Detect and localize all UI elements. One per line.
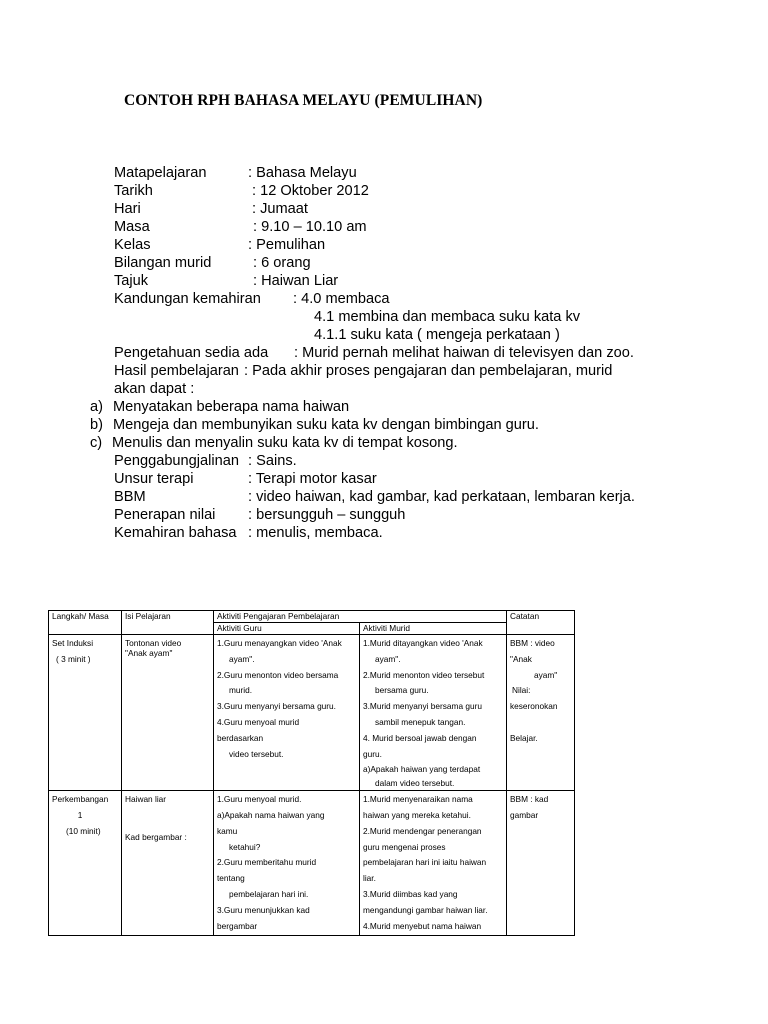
table-header-row: [49, 611, 575, 623]
objective-marker: b): [90, 417, 103, 433]
cell-text: Tontonan video: [125, 638, 182, 648]
cell-text: Set Induksi: [52, 638, 94, 648]
cell-text: a)Apakah nama haiwan yang: [217, 809, 325, 820]
info-label: Hasil pembelajaran: [114, 363, 239, 379]
cell-text: kamu: [217, 825, 238, 836]
cell-text: liar.: [363, 873, 376, 884]
info-value: : video haiwan, kad gambar, kad perkataan, lembaran kerja.: [248, 489, 635, 505]
cell-langkah: [49, 635, 122, 791]
cell-guru: [214, 635, 360, 791]
cell-text: 4.Murid menyebut nama haiwan: [363, 920, 482, 931]
info-value: : Pada akhir proses pengajaran dan pembelajaran, murid: [244, 363, 613, 379]
cell-catatan: [507, 635, 575, 791]
cell-text: 2.Guru memberitahu murid: [217, 857, 317, 868]
cell-text: 3.Murid menyanyi bersama guru: [363, 701, 482, 712]
cell-text: sambil menepuk tangan.: [375, 716, 466, 727]
objective-text: Menulis dan menyalin suku kata kv di tempat kosong.: [112, 435, 458, 451]
cell-text: ( 3 minit ): [56, 653, 91, 664]
info-value: : menulis, membaca.: [248, 525, 383, 541]
cell-text: ayam".: [375, 653, 401, 664]
cell-text: [510, 715, 571, 731]
info-label: Unsur terapi: [114, 471, 194, 487]
header-catatan: Catatan: [507, 611, 575, 635]
objective-text: Mengeja dan membunyikan suku kata kv dengan bimbingan guru.: [113, 417, 539, 433]
cell-text: BBM : kad: [510, 794, 549, 805]
document-title: CONTOH RPH BAHASA MELAYU (PEMULIHAN): [124, 92, 483, 109]
info-label: Hari: [114, 201, 141, 217]
info-value: : 6 orang: [253, 255, 311, 271]
info-kandungan-sub: 4.1 membina dan membaca suku kata kv: [314, 309, 581, 325]
objective-marker: a): [90, 399, 103, 415]
objective-text: Menyatakan beberapa nama haiwan: [113, 399, 350, 415]
table-row: [49, 791, 575, 936]
cell-text: 3.Guru menunjukkan kad: [217, 904, 310, 915]
info-label: Tajuk: [114, 273, 149, 289]
cell-text: 1.Murid ditayangkan video 'Anak: [363, 638, 483, 648]
info-label: Tarikh: [114, 183, 153, 199]
cell-text: pembelajaran hari ini iaitu haiwan: [363, 857, 487, 868]
header-langkah: Langkah/ Masa: [49, 611, 122, 635]
cell-text: 1.Guru menayangkan video 'Anak: [217, 638, 342, 648]
header-aktiviti-murid: Aktiviti Murid: [360, 623, 507, 635]
info-value: : 9.10 – 10.10 am: [253, 219, 367, 235]
info-label: Masa: [114, 219, 150, 235]
info-kandungan-sub: 4.1.1 suku kata ( mengeja perkataan ): [314, 327, 560, 343]
cell-text: gambar: [510, 809, 539, 820]
cell-text: ketahui?: [229, 841, 261, 852]
info-value: : Murid pernah melihat haiwan di televisyen dan zoo.: [294, 345, 634, 361]
cell-text: Haiwan liar: [125, 794, 167, 805]
info-value: : bersungguh – sungguh: [248, 507, 406, 523]
header-isi: Isi Pelajaran: [122, 611, 214, 635]
cell-text: guru.: [363, 748, 382, 759]
cell-text: 2.Guru menonton video bersama: [217, 669, 339, 680]
cell-isi: [122, 635, 214, 791]
cell-text: bersama guru.: [375, 685, 429, 696]
info-hasil-cont: akan dapat :: [114, 381, 195, 397]
cell-langkah: [49, 791, 122, 936]
cell-text: a)Apakah haiwan yang terdapat: [363, 764, 481, 775]
cell-text: 4.Guru menyoal murid: [217, 716, 300, 727]
cell-catatan: [507, 791, 575, 936]
cell-text: [125, 808, 210, 830]
cell-text: pembelajaran hari ini.: [229, 888, 309, 899]
cell-text: BBM : video: [510, 638, 555, 648]
header-aktiviti: Aktiviti Pengajaran Pembelajaran: [214, 611, 507, 623]
cell-text: berdasarkan: [217, 732, 264, 743]
info-label: Penerapan nilai: [114, 507, 216, 523]
info-value: : Terapi motor kasar: [248, 471, 377, 487]
cell-text: video tersebut.: [229, 748, 284, 759]
info-label: Pengetahuan sedia ada: [114, 345, 269, 361]
info-value: : Haiwan Liar: [253, 273, 339, 289]
cell-text: tentang: [217, 873, 245, 884]
cell-text: 2.Murid menonton video tersebut: [363, 669, 485, 680]
info-value: : Jumaat: [252, 201, 308, 217]
cell-text: Perkembangan: [52, 794, 109, 805]
cell-text: Nilai:: [512, 685, 531, 696]
info-label: Kelas: [114, 237, 151, 253]
cell-text: dalam video tersebut.: [375, 778, 455, 789]
cell-text: ayam".: [229, 653, 255, 664]
table-row: [49, 635, 575, 791]
cell-text: (10 minit): [66, 825, 101, 836]
cell-text: "Anak ayam": [125, 648, 173, 658]
info-label: BBM: [114, 489, 146, 505]
info-value: : 12 Oktober 2012: [252, 183, 369, 199]
info-value: : Pemulihan: [248, 237, 326, 253]
cell-text: Kad bergambar :: [125, 831, 187, 842]
info-value: : Bahasa Melayu: [248, 165, 357, 181]
cell-murid: [360, 635, 507, 791]
cell-text: 2.Murid mendengar penerangan: [363, 825, 482, 836]
cell-text: murid.: [229, 685, 253, 696]
cell-text: bergambar: [217, 920, 258, 931]
info-label: Penggabungjalinan: [114, 453, 239, 469]
rph-table: [48, 610, 575, 936]
cell-guru: [214, 791, 360, 936]
cell-text: "Anak: [510, 653, 532, 664]
cell-text: 3.Guru menyanyi bersama guru.: [217, 701, 336, 712]
info-label: Kandungan kemahiran: [114, 291, 261, 307]
cell-text: 1.Murid menyenaraikan nama: [363, 794, 473, 805]
cell-text: 1.Guru menyoal murid.: [217, 794, 302, 805]
header-aktiviti-guru: Aktiviti Guru: [214, 623, 360, 635]
cell-isi: [122, 791, 214, 936]
cell-text: guru mengenai proses: [363, 841, 446, 852]
cell-text: ayam": [534, 669, 558, 680]
info-label: Kemahiran bahasa: [114, 525, 237, 541]
cell-text: haiwan yang mereka ketahui.: [363, 809, 471, 820]
info-label: Bilangan murid: [114, 255, 212, 271]
cell-murid: [360, 791, 507, 936]
cell-text: Belajar.: [510, 732, 538, 743]
objective-marker: c): [90, 435, 103, 451]
cell-text: mengandungi gambar haiwan liar.: [363, 904, 488, 915]
info-label: Matapelajaran: [114, 165, 207, 181]
info-value: : 4.0 membaca: [293, 291, 390, 307]
cell-text: 1: [77, 809, 83, 820]
cell-text: 4. Murid bersoal jawab dengan: [363, 732, 477, 743]
cell-text: 3.Murid diimbas kad yang: [363, 888, 458, 899]
info-value: : Sains.: [248, 453, 297, 469]
cell-text: keseronokan: [510, 701, 558, 712]
